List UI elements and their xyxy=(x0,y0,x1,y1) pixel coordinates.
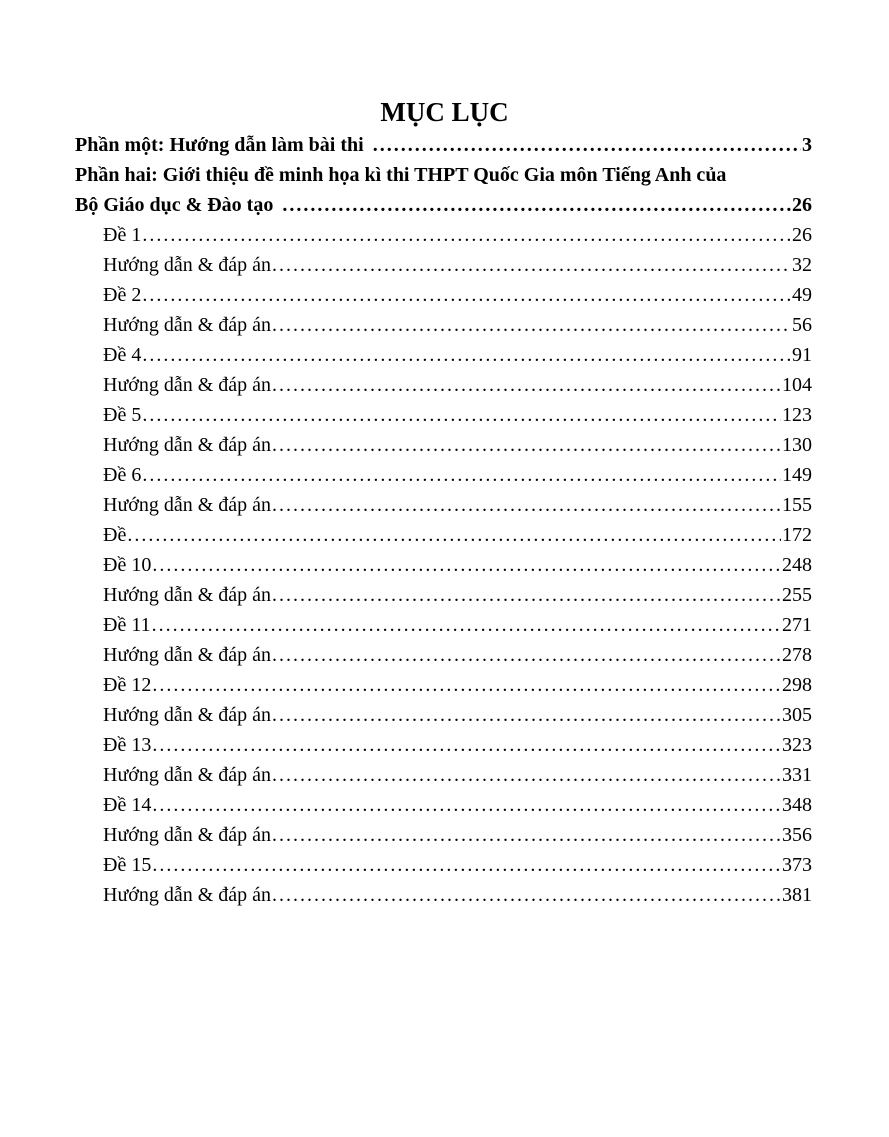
toc-entry-page-number: 123 xyxy=(782,404,812,426)
toc-entry-page-number: 381 xyxy=(782,884,812,906)
toc-entry-label: Hướng dẫn & đáp án xyxy=(103,494,272,516)
toc-entry[interactable] xyxy=(75,280,812,310)
toc-entry[interactable] xyxy=(75,730,812,760)
toc-entry-label: Hướng dẫn & đáp án xyxy=(103,884,272,906)
toc-entry-label: Hướng dẫn & đáp án xyxy=(103,254,272,276)
toc-entry-page-number: 49 xyxy=(792,284,812,306)
toc-part-2[interactable] xyxy=(75,190,812,220)
toc-entry[interactable] xyxy=(75,370,812,400)
toc-entry[interactable] xyxy=(75,340,812,370)
dot-leader xyxy=(152,610,781,640)
dot-leader xyxy=(142,460,781,490)
dot-leader xyxy=(272,640,781,670)
toc-entry-page-number: 298 xyxy=(782,674,812,696)
dot-leader xyxy=(152,550,781,580)
dot-leader xyxy=(152,850,781,880)
toc-entry[interactable] xyxy=(75,640,812,670)
toc-entry-label: Đề 4 xyxy=(103,344,142,366)
toc-entry-label: Hướng dẫn & đáp án xyxy=(103,704,272,726)
dot-leader xyxy=(272,880,781,910)
toc-entry-page-number: 130 xyxy=(782,434,812,456)
toc-entry[interactable] xyxy=(75,790,812,820)
toc-entry-page-number: 248 xyxy=(782,554,812,576)
toc-entry-label: Hướng dẫn & đáp án xyxy=(103,644,272,666)
toc-entry[interactable] xyxy=(75,880,812,910)
toc-entry-label: Đề 12 xyxy=(103,674,152,696)
toc-entry-label: Đề 10 xyxy=(103,554,152,576)
toc-entry-label: Đề xyxy=(103,524,127,546)
toc-entry-page-number: 331 xyxy=(782,764,812,786)
toc-entry-label: Đề 1 xyxy=(103,224,142,246)
toc-entry-label: Đề 6 xyxy=(103,464,142,486)
toc-entry-label: Hướng dẫn & đáp án xyxy=(103,314,272,336)
toc-entry[interactable] xyxy=(75,610,812,640)
toc-entry-label: Hướng dẫn & đáp án xyxy=(103,824,272,846)
toc-entry[interactable] xyxy=(75,850,812,880)
toc-entry-page-number: 172 xyxy=(782,524,812,546)
dot-leader xyxy=(272,760,781,790)
dot-leader xyxy=(142,400,781,430)
toc-entry-page-number: 271 xyxy=(782,614,812,636)
toc-entry-page-number: 26 xyxy=(792,224,812,246)
toc-entry[interactable] xyxy=(75,310,812,340)
toc-entry-page-number: 91 xyxy=(792,344,812,366)
toc-entry-label: Đề 2 xyxy=(103,284,142,306)
toc-entry[interactable] xyxy=(75,700,812,730)
dot-leader xyxy=(152,730,781,760)
toc-entry-label: Đề 15 xyxy=(103,854,152,876)
dot-leader xyxy=(272,700,781,730)
toc-entry-label: Hướng dẫn & đáp án xyxy=(103,584,272,606)
toc-entry-page-number: 305 xyxy=(782,704,812,726)
toc-entry-page-number: 356 xyxy=(782,824,812,846)
toc-entry[interactable] xyxy=(75,460,812,490)
toc-entry-label: Đề 11 xyxy=(103,614,151,636)
toc-entry-label: Hướng dẫn & đáp án xyxy=(103,434,272,456)
page-title: MỤC LỤC xyxy=(380,97,509,127)
toc-label-line: Phần hai: Giới thiệu đề minh họa kì thi THPT Quốc Gia môn Tiếng Anh của xyxy=(75,164,727,186)
dot-leader xyxy=(272,310,791,340)
toc-entry-page-number: 278 xyxy=(782,644,812,666)
toc-entry[interactable] xyxy=(75,760,812,790)
toc-entry[interactable] xyxy=(75,670,812,700)
toc-entry-label: Hướng dẫn & đáp án xyxy=(103,374,272,396)
dot-leader xyxy=(127,520,781,550)
dot-leader xyxy=(272,430,781,460)
toc-entry[interactable] xyxy=(75,820,812,850)
toc-entry-page-number: 104 xyxy=(782,374,812,396)
toc-label: Bộ Giáo dục & Đào tạo xyxy=(75,194,274,216)
toc-entry-label: Hướng dẫn & đáp án xyxy=(103,764,272,786)
dot-leader xyxy=(272,580,781,610)
toc-entry[interactable] xyxy=(75,490,812,520)
toc-entry-page-number: 149 xyxy=(782,464,812,486)
dot-leader xyxy=(373,130,801,160)
toc-entry-page-number: 323 xyxy=(782,734,812,756)
toc-entry[interactable] xyxy=(75,520,812,550)
toc-entry-label: Đề 5 xyxy=(103,404,142,426)
toc-entry[interactable] xyxy=(75,400,812,430)
dot-leader xyxy=(142,280,791,310)
dot-leader xyxy=(142,340,791,370)
toc-page-number: 26 xyxy=(792,194,812,216)
toc-entry[interactable] xyxy=(75,250,812,280)
toc-entry-page-number: 255 xyxy=(782,584,812,606)
toc-entry-label: Đề 14 xyxy=(103,794,152,816)
toc-page-number: 3 xyxy=(802,134,812,156)
toc-part-1[interactable] xyxy=(75,130,812,160)
dot-leader xyxy=(272,370,781,400)
toc-entry-page-number: 56 xyxy=(792,314,812,336)
dot-leader xyxy=(282,190,791,220)
dot-leader xyxy=(272,820,781,850)
dot-leader xyxy=(152,790,781,820)
toc-entry[interactable] xyxy=(75,550,812,580)
table-of-contents xyxy=(75,130,812,910)
dot-leader xyxy=(142,220,791,250)
toc-entry[interactable] xyxy=(75,220,812,250)
toc-entry[interactable] xyxy=(75,430,812,460)
toc-entry-page-number: 155 xyxy=(782,494,812,516)
toc-entry-label: Đề 13 xyxy=(103,734,152,756)
dot-leader xyxy=(272,490,781,520)
dot-leader xyxy=(152,670,781,700)
toc-entries xyxy=(75,220,812,910)
dot-leader xyxy=(272,250,791,280)
toc-entry-page-number: 373 xyxy=(782,854,812,876)
toc-entry-page-number: 32 xyxy=(792,254,812,276)
toc-label: Phần một: Hướng dẫn làm bài thi xyxy=(75,134,364,156)
toc-entry[interactable] xyxy=(75,580,812,610)
toc-entry-page-number: 348 xyxy=(782,794,812,816)
toc-part-2-line-1[interactable] xyxy=(75,160,812,190)
